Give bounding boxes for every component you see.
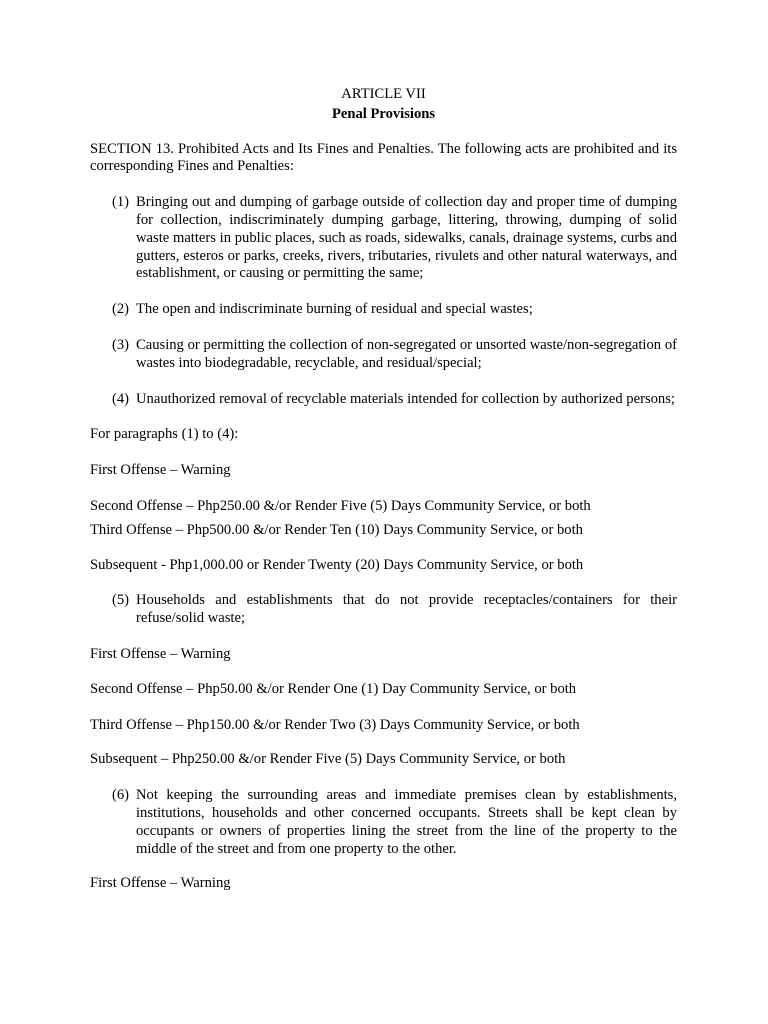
list-item-text: The open and indiscriminate burning of residual and special wastes; <box>136 301 533 318</box>
document-page <box>90 86 677 893</box>
penalty-5-subsequent: Subsequent – Php250.00 &/or Render Five (5) Days Community Service, or both <box>90 751 566 768</box>
list-item-text: Causing or permitting the collection of non-segregated or unsorted waste/non-segregation of wastes into biodegradable, recyclable, and residual/special; <box>136 336 677 371</box>
penalty-1-4-first: First Offense – Warning <box>90 462 231 479</box>
list-item-number: (1) <box>112 194 130 211</box>
list-item-6 <box>112 787 677 858</box>
penalty-1-4-third: Third Offense – Php500.00 &/or Render Ten (10) Days Community Service, or both <box>90 521 583 538</box>
list-item-text: Bringing out and dumping of garbage outside of collection day and proper time of dumping for collection, indiscriminately dumping garbage, littering, throwing, dumping of solid waste matters in public places, such as roads, sidewalks, canals, drainage systems, curbs and gutters, esteros or parks, creeks, rivers, tributaries, rivulets and other natural waterways, and establishment, or causing or permitting the same; <box>136 194 677 282</box>
list-item-number: (3) <box>112 336 130 353</box>
list-item-text: Unauthorized removal of recyclable materials intended for collection by authorized persons; <box>136 390 675 407</box>
list-item-number: (2) <box>112 301 130 318</box>
list-item-number: (6) <box>112 787 130 804</box>
penalty-5-third: Third Offense – Php150.00 &/or Render Two (3) Days Community Service, or both <box>90 716 580 733</box>
article-title: Penal Provisions <box>331 105 436 122</box>
penalty-5-first: First Offense – Warning <box>90 645 231 662</box>
list-item-number: (5) <box>112 592 130 609</box>
penalty-6-first: First Offense – Warning <box>90 875 231 892</box>
list-item-number: (4) <box>112 390 130 407</box>
list-item-1 <box>112 194 677 283</box>
paragraphs-1-4-label: For paragraphs (1) to (4): <box>90 426 239 443</box>
list-item-3 <box>112 337 677 373</box>
list-item-2 <box>112 301 677 319</box>
penalty-1-4-second: Second Offense – Php250.00 &/or Render Five (5) Days Community Service, or both <box>90 497 591 514</box>
article-number: ARTICLE VII <box>341 86 426 102</box>
list-item-4 <box>112 391 677 409</box>
penalty-1-4-subsequent: Subsequent - Php1,000.00 or Render Twenty (20) Days Community Service, or both <box>90 556 584 573</box>
penalty-5-second: Second Offense – Php50.00 &/or Render One (1) Day Community Service, or both <box>90 680 577 697</box>
section-13-intro: SECTION 13. Prohibited Acts and Its Fines and Penalties. The following acts are prohibited and its corresponding Fines and Penalties: <box>90 140 677 175</box>
list-item-text: Households and establishments that do not provide receptacles/containers for their refuse/solid waste; <box>136 592 677 627</box>
list-item-5 <box>112 592 677 628</box>
list-item-text: Not keeping the surrounding areas and immediate premises clean by establishments, institutions, households and other concerned occupants. Streets shall be kept clean by occupants or owners of properties lining the street from the line of the property to the middle of the street and from one property to the other. <box>136 787 677 857</box>
